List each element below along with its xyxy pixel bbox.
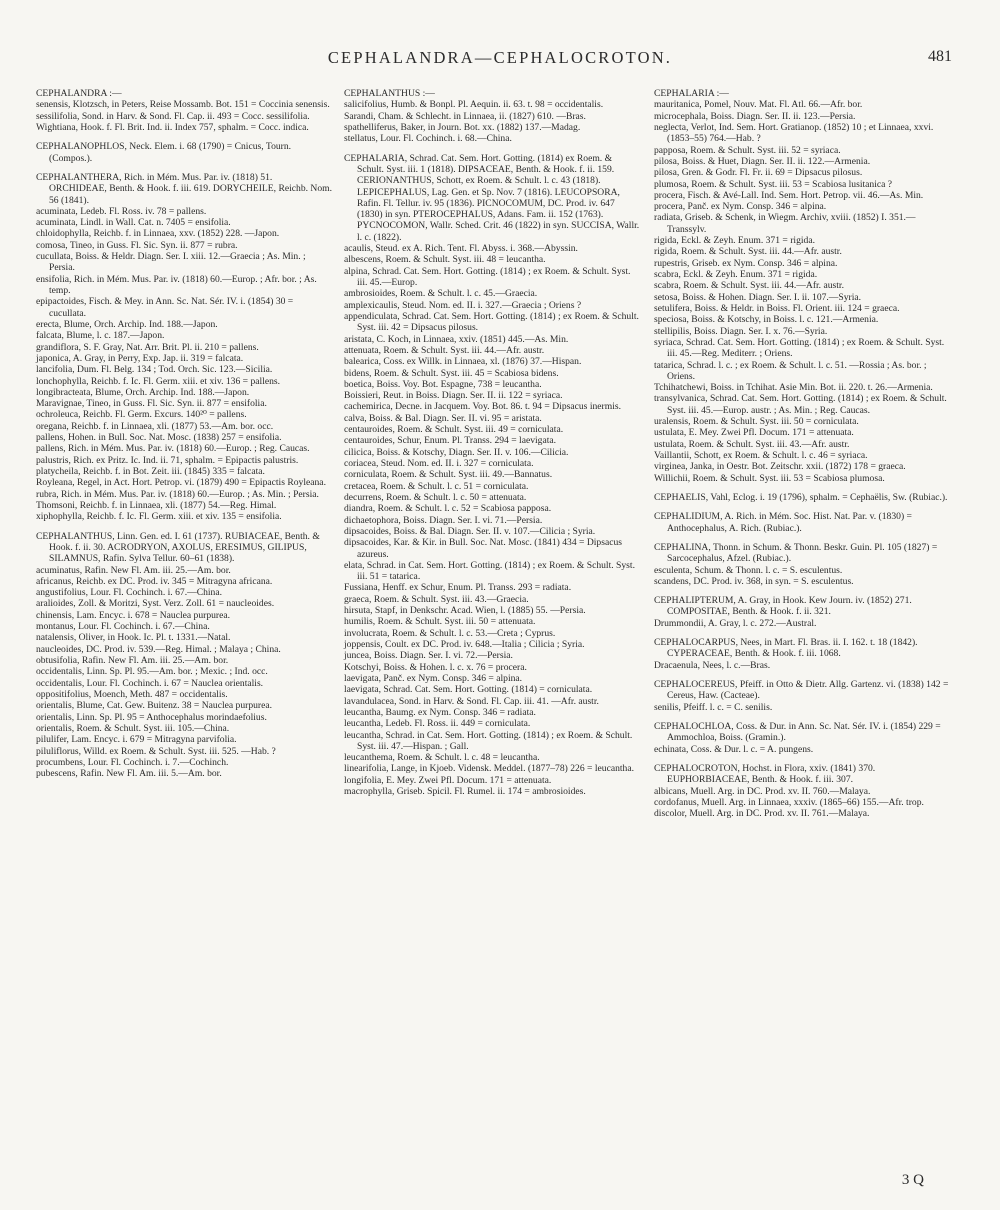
species-entry: setosa, Boiss. & Hohen. Diagn. Ser. I. ii. 107.—Syria.: [654, 291, 862, 303]
species-entry: joppensis, Coult. ex DC. Prod. iv. 648.—Italia ; Cilicia ; Syria.: [344, 639, 585, 650]
species-entry: occidentalis, Lour. Fl. Cochinch. i. 67 = Nauclea orientalis.: [36, 677, 264, 689]
species-entry: xiphophylla, Reichb. f. Ic. Fl. Germ. xiii. et xiv. 135 = ensifolia.: [36, 511, 282, 523]
species-entry: ustulata, E. Mey. Zwei Pfl. Docum. 171 = attenuata.: [654, 427, 854, 439]
species-entry: laevigata, Panč. ex Nym. Consp. 346 = alpina.: [344, 672, 523, 684]
species-entry: pilulifer, Lam. Encyc. i. 679 = Mitragyna parvifolia.: [36, 734, 237, 746]
species-entry: procera, Panč. ex Nym. Consp. 346 = alpina.: [654, 201, 827, 213]
species-entry: dipsacoides, Kar. & Kir. in Bull. Soc. Nat. Mosc. (1841) 434 = Dipsacus azureus.: [344, 537, 623, 560]
species-entry: centauroides, Roem. & Schult. Syst. iii. 49 = corniculata.: [344, 424, 564, 436]
genus-entry: CEPHALIPTERUM, A. Gray, in Hook. Kew Journ. iv. (1852) 271. COMPOSITAE, Benth. & Hook. f. ii. 321.: [654, 595, 912, 618]
species-entry: appendiculata, Schrad. Cat. Sem. Hort. Gotting. (1814) ; ex Roem. & Schult. Syst. iii. 42 = Dipsacus pilosus.: [344, 310, 639, 334]
species-entry: dipsacoides, Boiss. & Bal. Diagn. Ser. II. v. 107.—Cilicia ; Syria.: [344, 525, 596, 537]
species-entry: cilicica, Boiss. & Kotschy, Diagn. Ser. II. v. 106.—Cilicia.: [344, 446, 569, 458]
species-entry: linearifolia, Lange, in Kjoeb. Vidensk. Meddel. (1877–78) 226 = leucantha.: [344, 763, 634, 775]
species-entry: falcata, Blume, l. c. 187.—Japon.: [36, 330, 165, 342]
species-entry: salicifolius, Humb. & Bonpl. Pl. Aequin. ii. 63. t. 98 = occidentalis.: [344, 99, 604, 111]
genus-entry: CEPHALOCARPUS, Nees, in Mart. Fl. Bras. ii. I. 162. t. 18 (1842). CYPERACEAE, Benth. & Hook. f. iii. 1068.: [654, 637, 918, 660]
species-entry: grandiflora, S. F. Gray, Nat. Arr. Brit. Pl. ii. 210 = pallens.: [36, 341, 259, 353]
species-entry: corniculata, Roem. & Schult. Syst. iii. 49.—Bannatus.: [344, 469, 553, 481]
species-entry: rupestris, Griseb. ex Nym. Consp. 346 = alpina.: [654, 257, 838, 269]
species-entry: oregana, Reichb. f. in Linnaea, xli. (1877) 53.—Am. bor. occ.: [36, 420, 274, 432]
species-entry: setulifera, Boiss. & Heldr. in Boiss. Fl. Orient. iii. 124 = graeca.: [654, 302, 900, 314]
species-entry: Tchihatchewi, Boiss. in Tchihat. Asie Min. Bot. ii. 220. t. 26.—Armenia.: [654, 382, 933, 394]
species-entry: africanus, Reichb. ex DC. Prod. iv. 345 = Mitragyna africana.: [36, 575, 273, 587]
species-entry: lavandulacea, Sond. in Harv. & Sond. Fl. Cap. iii. 41. —Afr. austr.: [344, 695, 599, 707]
species-entry: ustulata, Roem. & Schult. Syst. iii. 43.—Afr. austr.: [654, 438, 850, 450]
species-entry: speciosa, Boiss. & Kotschy, in Boiss. l. c. 121.—Armenia.: [654, 314, 879, 326]
species-entry: procumbens, Lour. Fl. Cochinch. i. 7.—Cochinch.: [36, 756, 229, 768]
species-entry: Thomsoni, Reichb. f. in Linnaea, xli. (1877) 54.—Reg. Himal.: [36, 499, 277, 511]
species-entry: lancifolia, Dum. Fl. Belg. 134 ; Tod. Orch. Sic. 123.—Sicilia.: [36, 364, 273, 376]
species-entry: acuminatus, Rafin. New Fl. Am. iii. 25.—Am. bor.: [36, 564, 231, 576]
species-entry: involucrata, Roem. & Schult. l. c. 53.—Creta ; Cyprus.: [344, 627, 556, 639]
species-entry: cucullata, Boiss. & Heldr. Diagn. Ser. I. xiii. 12.—Graecia ; As. Min. ; Persia.: [36, 251, 306, 274]
species-entry: angustifolius, Lour. Fl. Cochinch. i. 67.—China.: [36, 587, 223, 599]
species-entry: Dracaenula, Nees, l. c.—Bras.: [654, 659, 771, 671]
species-entry: platycheila, Reichb. f. in Bot. Zeit. iii. (1845) 335 = falcata.: [36, 466, 265, 477]
species-entry: aralioides, Zoll. & Moritzi, Syst. Verz. Zoll. 61 = naucleoides.: [36, 598, 275, 610]
species-entry: pilosa, Boiss. & Huet, Diagn. Ser. II. ii. 122.—Armenia.: [654, 155, 871, 167]
species-entry: aristata, C. Koch, in Linnaea, xxiv. (1851) 445.—As. Min.: [344, 333, 569, 345]
species-entry: scabra, Roem. & Schult. Syst. iii. 44.—Afr. austr.: [654, 280, 844, 292]
species-entry: albicans, Muell. Arg. in DC. Prod. xv. II. 760.—Malaya.: [654, 785, 871, 797]
species-entry: macrophylla, Griseb. Spicil. Fl. Rumel. ii. 174 = ambrosioides.: [344, 786, 586, 798]
species-entry: Maravignae, Tineo, in Guss. Fl. Sic. Syn. ii. 877 = ensifolia.: [36, 398, 267, 410]
species-entry: sessilifolia, Sond. in Harv. & Sond. Fl. Cap. ii. 493 = Cocc. sessilifolia.: [36, 110, 310, 122]
species-entry: calva, Boiss. & Bal. Diagn. Ser. II. vi. 95 = aristata.: [344, 412, 542, 424]
genus-entry: CEPHALINA, Thonn. in Schum. & Thonn. Beskr. Guin. Pl. 105 (1827) = Sarcocephalus, Afzel. (Rubiac.).: [654, 541, 938, 565]
genus-entry: CEPHALOCROTON, Hochst. in Flora, xxiv. (1841) 370. EUPHORBIACEAE, Benth. & Hook. f. iii. 307.: [654, 762, 876, 786]
species-entry: plumosa, Roem. & Schult. Syst. iii. 53 = Scabiosa lusitanica ?: [654, 178, 893, 190]
species-entry: comosa, Tineo, in Guss. Fl. Sic. Syn. ii. 877 = rubra.: [36, 239, 238, 251]
species-entry: diandra, Roem. & Schult. l. c. 52 = Scabiosa papposa.: [344, 503, 552, 515]
species-entry: cordofanus, Muell. Arg. in Linnaea, xxxiv. (1865–66) 155.—Afr. trop.: [654, 796, 924, 808]
species-entry: Vaillantii, Schott, ex Roem. & Schult. l. c. 46 = syriaca.: [654, 450, 868, 461]
page-header: [0, 48, 1000, 72]
species-entry: pallens, Hohen. in Bull. Soc. Nat. Mosc. (1838) 257 = ensifolia.: [36, 432, 282, 444]
species-entry: acuminata, Lindl. in Wall. Cat. n. 7405 = ensifolia.: [36, 217, 231, 229]
species-entry: CEPHALARIA :—: [654, 88, 729, 99]
species-entry: centauroides, Schur, Enum. Pl. Transs. 294 = laevigata.: [344, 435, 557, 447]
species-entry: leucantha, Baumg. ex Nym. Consp. 346 = radiata.: [344, 706, 536, 718]
species-entry: senensis, Klotzsch, in Peters, Reise Mossamb. Bot. 151 = Coccinia senensis.: [36, 99, 330, 111]
species-entry: senilis, Pfeiff. l. c. = C. senilis.: [654, 701, 773, 713]
species-entry: graeca, Roem. & Schult. Syst. iii. 43.—Graecia.: [344, 593, 529, 605]
species-entry: Kotschyi, Boiss. & Hohen. l. c. x. 76 = procera.: [344, 661, 527, 673]
species-entry: erecta, Blume, Orch. Archip. Ind. 188.—Japon.: [36, 318, 218, 330]
species-entry: japonica, A. Gray, in Perry, Exp. Jap. ii. 319 = falcata.: [36, 352, 244, 364]
species-entry: palustris, Rich. ex Pritz. Ic. Ind. ii. 71, sphalm. = Epipactis palustris.: [36, 454, 299, 466]
species-entry: balearica, Coss. ex Willk. in Linnaea, xl. (1876) 37.—Hispan.: [344, 356, 582, 368]
species-entry: ochroleuca, Reichb. Fl. Germ. Excurs. 140²⁰ = pallens.: [36, 409, 247, 421]
species-entry: Royleana, Regel, in Act. Hort. Petrop. vi. (1879) 490 = Epipactis Royleana.: [36, 477, 326, 489]
species-entry: echinata, Coss. & Dur. l. c. = A. pungens.: [654, 743, 814, 755]
species-entry: lonchophylla, Reichb. f. Ic. Fl. Germ. xiii. et xiv. 136 = pallens.: [36, 375, 281, 387]
genus-entry: CEPHALANTHERA, Rich. in Mém. Mus. Par. iv. (1818) 51. ORCHIDEAE, Benth. & Hook. f. iii. 619. DORYCHEILE, Reichb. Nom. 56 (1841).: [36, 171, 332, 206]
species-entry: stellipilis, Boiss. Diagn. Ser. I. x. 76.—Syria.: [654, 325, 828, 337]
species-entry: spathelliferus, Baker, in Journ. Bot. xx. (1882) 137.—Madag.: [344, 121, 581, 133]
species-entry: chloidophylla, Reichb. f. in Linnaea, xxv. (1852) 228. —Japon.: [36, 228, 280, 240]
species-entry: neglecta, Verlot, Ind. Sem. Hort. Gratianop. (1852) 10 ; et Linnaea, xxvi. (1853–55) 764.—Hab. ?: [654, 121, 934, 145]
species-entry: Wightiana, Hook. f. Fl. Brit. Ind. ii. Index 757, sphalm. = Cocc. indica.: [36, 121, 309, 133]
genus-entry: CEPHALANTHUS, Linn. Gen. ed. I. 61 (1737). RUBIACEAE, Benth. & Hook. f. ii. 30. ACRODRYON, AXOLUS, ERESIMUS, GILIPUS, SILAMNUS, Rafin. Sylva Tellur. 60–61 (1838).: [36, 530, 320, 565]
species-entry: albescens, Roem. & Schult. Syst. iii. 48 = leucantha.: [344, 254, 546, 266]
species-entry: dichaetophora, Boiss. Diagn. Ser. I. vi. 71.—Persia.: [344, 514, 543, 526]
species-entry: rigida, Eckl. & Zeyh. Enum. 371 = rigida.: [654, 235, 816, 247]
species-entry: esculenta, Schum. & Thonn. l. c. = S. esculentus.: [654, 564, 843, 576]
species-entry: obtusifolia, Rafin. New Fl. Am. iii. 25.—Am. bor.: [36, 655, 229, 666]
species-entry: natalensis, Oliver, in Hook. Ic. Pl. t. 1331.—Natal.: [36, 632, 231, 644]
genus-entry: CEPHALOCEREUS, Pfeiff. in Otto & Dietr. Allg. Gartenz. vi. (1838) 142 = Cereus, Haw. (Cacteae).: [654, 679, 949, 702]
species-entry: bidens, Roem. & Schult. Syst. iii. 45 = Scabiosa bidens.: [344, 367, 559, 379]
species-entry: oppositifolius, Moench, Meth. 487 = occidentalis.: [36, 688, 228, 700]
species-entry: attenuata, Roem. & Schult. Syst. iii. 44.—Afr. austr.: [344, 344, 545, 356]
species-entry: tatarica, Schrad. l. c. ; ex Roem. & Schult. l. c. 51. —Rossia ; As. bor. ; Oriens.: [654, 359, 927, 382]
species-entry: syriaca, Schrad. Cat. Sem. Hort. Gotting. (1814) ; ex Roem. & Schult. Syst. iii. 45.—Reg. Mediterr. ; Oriens.: [654, 336, 945, 360]
species-entry: acaulis, Steud. ex A. Rich. Tent. Fl. Abyss. i. 368.—Abyssin.: [344, 243, 578, 255]
species-entry: decurrens, Roem. & Schult. l. c. 50 = attenuata.: [344, 491, 527, 503]
genus-entry: CEPHALOCHLOA, Coss. & Dur. in Ann. Sc. Nat. Sér. IV. i. (1854) 229 = Ammochloa, Boiss. (Gramin.).: [654, 720, 941, 744]
species-entry: occidentalis, Linn. Sp. Pl. 95.—Am. bor. ; Mexic. ; Ind. occ.: [36, 666, 268, 678]
species-entry: longibracteata, Blume, Orch. Archip. Ind. 188.—Japon.: [36, 386, 250, 398]
species-entry: laevigata, Schrad. Cat. Sem. Hort. Gotting. (1814) = corniculata.: [344, 684, 593, 696]
species-entry: Boissieri, Reut. in Boiss. Diagn. Ser. II. ii. 122 = syriaca.: [344, 390, 563, 402]
species-entry: leucantha, Ledeb. Fl. Ross. ii. 449 = corniculata.: [344, 718, 531, 730]
column-right: [654, 88, 950, 819]
species-entry: naucleoides, DC. Prod. iv. 539.—Reg. Himal. ; Malaya ; China.: [36, 643, 281, 655]
genus-entry: CEPHALANOPHLOS, Neck. Elem. i. 68 (1790) = Cnicus, Tourn. (Compos.).: [36, 141, 292, 164]
species-entry: elata, Schrad. in Cat. Sem. Hort. Gotting. (1814) ; ex Roem. & Schult. Syst. iii. 51 = tatarica.: [344, 559, 635, 583]
species-entry: cachemirica, Decne. in Jacquem. Voy. Bot. 86. t. 94 = Dipsacus inermis.: [344, 401, 621, 413]
species-entry: pubescens, Rafin. New Fl. Am. iii. 5.—Am. bor.: [36, 768, 222, 780]
species-entry: orientalis, Roem. & Schult. Syst. iii. 105.—China.: [36, 722, 230, 734]
species-entry: Drummondii, A. Gray, l. c. 272.—Austral.: [654, 617, 817, 629]
species-entry: pallens, Rich. in Mém. Mus. Par. iv. (1818) 60.—Europ. ; Reg. Caucas.: [36, 443, 310, 455]
species-entry: transylvanica, Schrad. Cat. Sem. Hort. Gotting. (1814) ; ex Roem. & Schult. Syst. iii. 45.—Europ. austr. ; As. Min. ; Reg. Caucas.: [654, 393, 947, 416]
species-entry: acuminata, Ledeb. Fl. Ross. iv. 78 = pallens.: [36, 205, 207, 217]
species-entry: montanus, Lour. Fl. Cochinch. i. 67.—China.: [36, 621, 210, 633]
page-number: 481: [928, 48, 952, 65]
species-entry: boetica, Boiss. Voy. Bot. Espagne, 738 = leucantha.: [344, 378, 542, 390]
column-left: [36, 88, 332, 779]
species-entry: longifolia, E. Mey. Zwei Pfl. Docum. 171 = attenuata.: [344, 774, 552, 786]
species-entry: CEPHALANDRA :—: [36, 88, 122, 99]
species-entry: alpina, Schrad. Cat. Sem. Hort. Gotting. (1814) ; ex Roem. & Schult. Syst. iii. 45.—Europ.: [344, 265, 631, 288]
species-entry: epipactoides, Fisch. & Mey. in Ann. Sc. Nat. Sér. IV. i. (1854) 30 = cucullata.: [36, 296, 294, 319]
species-entry: leucanthema, Roem. & Schult. l. c. 48 = leucantha.: [344, 752, 540, 764]
species-entry: orientalis, Linn. Sp. Pl. 95 = Anthocephalus morindaefolius.: [36, 711, 267, 723]
species-entry: orientalis, Blume, Cat. Gew. Buitenz. 38 = Nauclea purpurea.: [36, 700, 273, 712]
species-entry: Fussiana, Henff. ex Schur, Enum. Pl. Transs. 293 = radiata.: [344, 582, 572, 594]
species-entry: rigida, Roem. & Schult. Syst. iii. 44.—Afr. austr.: [654, 246, 842, 258]
species-entry: Willichii, Roem. & Schult. Syst. iii. 53 = Scabiosa plumosa.: [654, 472, 885, 484]
species-entry: piluliflorus, Willd. ex Roem. & Schult. Syst. iii. 525. —Hab. ?: [36, 745, 276, 757]
species-entry: pilosa, Gren. & Godr. Fl. Fr. ii. 69 = Dipsacus pilosus.: [654, 167, 863, 179]
species-entry: cretacea, Roem. & Schult. l. c. 51 = corniculata.: [344, 480, 529, 492]
species-entry: ambrosioides, Roem. & Schult. l. c. 45.—Graecia.: [344, 288, 538, 300]
species-entry: papposa, Roem. & Schult. Syst. iii. 52 = syriaca.: [654, 144, 841, 156]
species-entry: discolor, Muell. Arg. in DC. Prod. xv. II. 761.—Malaya.: [654, 808, 870, 820]
species-entry: chinensis, Lam. Encyc. i. 678 = Nauclea purpurea.: [36, 609, 231, 621]
signature-mark: 3 Q: [901, 1172, 924, 1188]
species-entry: juncea, Boiss. Diagn. Ser. I. vi. 72.—Persia.: [344, 650, 513, 662]
species-entry: uralensis, Roem. & Schult. Syst. iii. 50 = corniculata.: [654, 416, 859, 428]
species-entry: virginea, Janka, in Oestr. Bot. Zeitschr. xxii. (1872) 178 = graeca.: [654, 461, 906, 473]
genus-entry: CEPHAELIS, Vahl, Eclog. i. 19 (1796), sphalm. = Cephaëlis, Sw. (Rubiac.).: [654, 491, 948, 503]
species-entry: scabra, Eckl. & Zeyh. Enum. 371 = rigida.: [654, 269, 818, 280]
column-middle: [344, 88, 640, 797]
species-entry: coriacea, Steud. Nom. ed. II. i. 327 = corniculata.: [344, 458, 534, 469]
genus-entry: CEPHALIDIUM, A. Rich. in Mém. Soc. Hist. Nat. Par. v. (1830) = Anthocephalus, A. Rich. (Rubiac.).: [654, 511, 912, 534]
species-entry: microcephala, Boiss. Diagn. Ser. II. ii. 123.—Persia.: [654, 110, 856, 122]
species-entry: CEPHALANTHUS :—: [344, 88, 435, 99]
species-entry: scandens, DC. Prod. iv. 368, in syn. = S. esculentus.: [654, 575, 854, 587]
species-entry: stellatus, Lour. Fl. Cochinch. i. 68.—China.: [344, 133, 512, 145]
species-entry: radiata, Griseb. & Schenk, in Wiegm. Archiv, xviii. (1852) I. 351.—Transsylv.: [654, 212, 916, 235]
species-entry: amplexicaulis, Steud. Nom. ed. II. i. 327.—Graecia ; Oriens ?: [344, 299, 582, 311]
species-entry: leucantha, Schrad. in Cat. Sem. Hort. Gotting. (1814) ; ex Roem. & Schult. Syst. iii. 47.—Hispan. ; Gall.: [344, 729, 633, 752]
species-entry: rubra, Rich. in Mém. Mus. Par. iv. (1818) 60.—Europ. ; As. Min. ; Persia.: [36, 488, 319, 500]
species-entry: Sarandi, Cham. & Schlecht. in Linnaea, ii. (1827) 610. —Bras.: [344, 110, 586, 122]
genus-entry: CEPHALARIA, Schrad. Cat. Sem. Hort. Gotting. (1814) ex Roem. & Schult. Syst. iii. 1 (1818). DIPSACEAE, Benth. & Hook. f. ii. 159. CERIONANTHUS, Schott, ex Roem. & Schult. l. c. 43 (1818). LEPICEPHALUS, Lag. Gen. et Sp. Nov. 7 (1816). LEUCOPSORA, Rafin. Fl. Tellur. iv. 95 (1836). PICNOCOMUM, DC. Prod. iv. 647 (1830) in syn. PTEROCEPHALUS, Adans. Fam. ii. 152 (1763). PYCNOCOMON, Wallr. Sched. Crit. 46 (1822) in syn. SUCCISA, Wallr. l. c. (1822).: [344, 152, 640, 243]
species-entry: hirsuta, Stapf, in Denkschr. Acad. Wien, l. (1885) 55. —Persia.: [344, 605, 586, 617]
species-entry: procera, Fisch. & Avé-Lall. Ind. Sem. Hort. Petrop. vii. 46.—As. Min.: [654, 189, 924, 201]
species-entry: mauritanica, Pomel, Nouv. Mat. Fl. Atl. 66.—Afr. bor.: [654, 99, 863, 111]
running-title: CEPHALANDRA—CEPHALOCROTON.: [327, 48, 673, 67]
species-entry: humilis, Roem. & Schult. Syst. iii. 50 = attenuata.: [344, 616, 536, 628]
species-entry: ensifolia, Rich. in Mém. Mus. Par. iv. (1818) 60.—Europ. ; Afr. bor. ; As. temp.: [36, 273, 317, 296]
